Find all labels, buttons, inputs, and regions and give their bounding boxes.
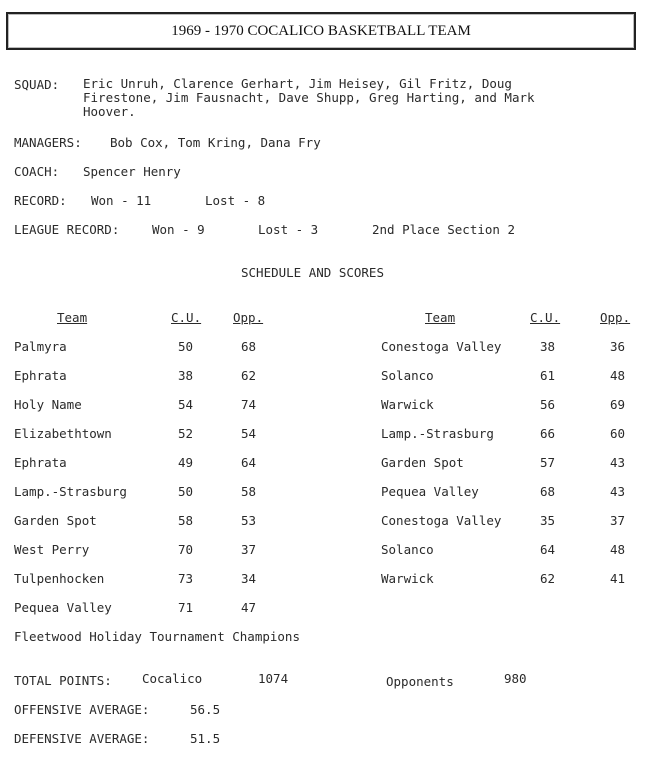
page-title: 1969 - 1970 COCALICO BASKETBALL TEAM [171, 22, 471, 39]
squad-list [83, 77, 535, 119]
coach-value: Spencer Henry [83, 164, 181, 179]
left-cu-score: 73 [178, 571, 194, 586]
left-cu-score: 52 [178, 426, 194, 441]
left-team: Pequea Valley [14, 600, 112, 615]
left-cu-score: 58 [178, 513, 194, 528]
right-team: Pequea Valley [381, 484, 479, 499]
left-cu-score: 50 [178, 339, 194, 354]
right-cu-score: 57 [540, 455, 556, 470]
left-team-header: Team [57, 310, 88, 325]
left-opp-score: 62 [241, 368, 257, 383]
coach-label: COACH: [14, 164, 60, 179]
left-team: Garden Spot [14, 513, 97, 528]
right-cu-score: 56 [540, 397, 556, 412]
right-team: Warwick [381, 571, 434, 586]
left-opp-score: 68 [241, 339, 257, 354]
right-opp-score: 41 [610, 571, 626, 586]
right-cu-score: 35 [540, 513, 556, 528]
left-cu-header: C.U. [171, 310, 202, 325]
right-team: Warwick [381, 397, 434, 412]
right-opp-score: 43 [610, 484, 626, 499]
left-opp-score: 58 [241, 484, 257, 499]
league-record-place: 2nd Place Section 2 [372, 222, 515, 237]
right-cu-score: 64 [540, 542, 556, 557]
left-opp-score: 34 [241, 571, 257, 586]
opponents-label: Opponents [386, 674, 454, 689]
left-team: Tulpenhocken [14, 571, 105, 586]
right-team: Conestoga Valley [381, 513, 502, 528]
left-team: Ephrata [14, 368, 67, 383]
left-opp-score: 37 [241, 542, 257, 557]
right-team: Solanco [381, 542, 434, 557]
right-team-header: Team [425, 310, 456, 325]
left-team: Elizabethtown [14, 426, 112, 441]
schedule-heading: SCHEDULE AND SCORES [241, 265, 384, 280]
left-opp-score: 74 [241, 397, 257, 412]
squad-line: Eric Unruh, Clarence Gerhart, Jim Heisey, Gil Fritz, Doug [83, 76, 512, 91]
record-lost: Lost - 8 [205, 193, 266, 208]
right-cu-header: C.U. [530, 310, 561, 325]
title-box [6, 12, 636, 50]
league-record-won: Won - 9 [152, 222, 205, 237]
right-cu-score: 66 [540, 426, 556, 441]
left-opp-score: 47 [241, 600, 257, 615]
right-team: Solanco [381, 368, 434, 383]
total-points-label: TOTAL POINTS: [14, 673, 112, 688]
left-opp-header: Opp. [233, 310, 264, 325]
right-team: Conestoga Valley [381, 339, 502, 354]
squad-line: Firestone, Jim Fausnacht, Dave Shupp, Greg Harting, and Mark [83, 90, 535, 105]
squad-label: SQUAD: [14, 77, 60, 92]
right-opp-score: 69 [610, 397, 626, 412]
defensive-average-value: 51.5 [190, 731, 221, 746]
right-opp-score: 43 [610, 455, 626, 470]
left-opp-score: 64 [241, 455, 257, 470]
cocalico-total: 1074 [258, 671, 289, 686]
league-record-label: LEAGUE RECORD: [14, 222, 120, 237]
right-cu-score: 68 [540, 484, 556, 499]
right-opp-score: 48 [610, 542, 626, 557]
left-cu-score: 71 [178, 600, 194, 615]
right-cu-score: 62 [540, 571, 556, 586]
league-record-lost: Lost - 3 [258, 222, 319, 237]
record-label: RECORD: [14, 193, 67, 208]
offensive-average-value: 56.5 [190, 702, 221, 717]
right-team: Lamp.-Strasburg [381, 426, 494, 441]
tournament-note: Fleetwood Holiday Tournament Champions [14, 629, 300, 644]
managers-label: MANAGERS: [14, 135, 82, 150]
record-won: Won - 11 [91, 193, 152, 208]
left-team: Lamp.-Strasburg [14, 484, 127, 499]
right-team: Garden Spot [381, 455, 464, 470]
right-opp-score: 37 [610, 513, 626, 528]
left-cu-score: 70 [178, 542, 194, 557]
cocalico-label: Cocalico [142, 671, 203, 686]
right-opp-score: 48 [610, 368, 626, 383]
left-cu-score: 54 [178, 397, 194, 412]
left-cu-score: 49 [178, 455, 194, 470]
left-opp-score: 54 [241, 426, 257, 441]
right-cu-score: 38 [540, 339, 556, 354]
left-team: Ephrata [14, 455, 67, 470]
left-team: West Perry [14, 542, 90, 557]
right-opp-header: Opp. [600, 310, 631, 325]
left-opp-score: 53 [241, 513, 257, 528]
right-cu-score: 61 [540, 368, 556, 383]
left-cu-score: 38 [178, 368, 194, 383]
squad-line: Hoover. [83, 104, 136, 119]
offensive-average-label: OFFENSIVE AVERAGE: [14, 702, 150, 717]
opponents-total: 980 [504, 671, 527, 686]
left-team: Palmyra [14, 339, 67, 354]
right-opp-score: 60 [610, 426, 626, 441]
left-team: Holy Name [14, 397, 82, 412]
left-cu-score: 50 [178, 484, 194, 499]
right-opp-score: 36 [610, 339, 626, 354]
defensive-average-label: DEFENSIVE AVERAGE: [14, 731, 150, 746]
managers-value: Bob Cox, Tom Kring, Dana Fry [110, 135, 321, 150]
